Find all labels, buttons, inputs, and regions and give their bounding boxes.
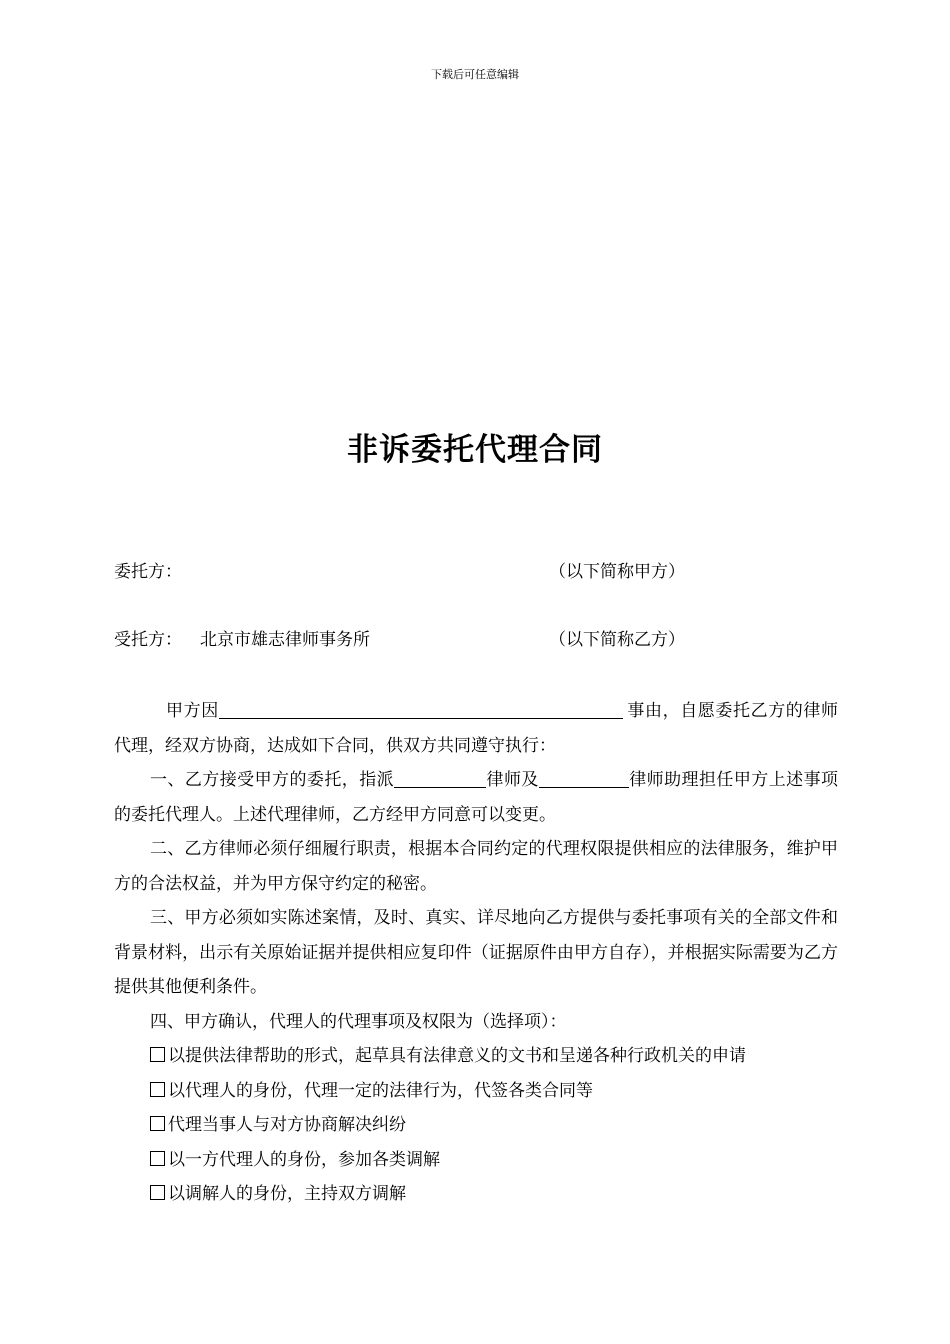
option-label: 以调解人的身份，主持双方调解 xyxy=(168,1184,406,1204)
checkbox-icon[interactable] xyxy=(150,1185,165,1200)
clause-4: 四、甲方确认，代理人的代理事项及权限为（选择项）： xyxy=(150,1011,567,1032)
option-label: 以一方代理人的身份，参加各类调解 xyxy=(168,1149,440,1170)
option-label: 以代理人的身份，代理一定的法律行为，代签各类合同等 xyxy=(168,1080,593,1101)
option-label: 代理当事人与对方协商解决纠纷 xyxy=(168,1115,406,1135)
option-label: 以提供法律帮助的形式，起草具有法律意义的文书和呈递各种行政机关的申请 xyxy=(168,1046,746,1066)
checkbox-icon[interactable] xyxy=(150,1151,165,1166)
option-item xyxy=(114,1039,838,1074)
assistant-blank xyxy=(539,767,629,788)
contract-body xyxy=(114,694,838,1212)
matter-blank xyxy=(219,698,623,719)
clause-2: 二、乙方律师必须仔细履行职责，根据本合同约定的代理权限提供相应的法律服务，维护甲方的合法权益，并为甲方保守约定的秘密。 xyxy=(114,839,838,894)
option-item xyxy=(114,1143,838,1178)
intro-prefix: 甲方因 xyxy=(166,701,219,721)
header-note: 下载后可任意编辑 xyxy=(431,68,519,81)
client-party-row xyxy=(114,560,854,584)
clause-1 xyxy=(114,763,838,832)
agent-party-row xyxy=(114,628,854,652)
checkbox-icon[interactable] xyxy=(150,1082,165,1097)
option-item xyxy=(114,1177,838,1212)
clause-1-part3: 律师助理担任甲方上述事项的委托代理人。上述代理律师，乙方经甲方同意可以变更。 xyxy=(114,770,839,825)
client-alias: （以下简称甲方） xyxy=(549,562,685,582)
agent-alias: （以下简称乙方） xyxy=(549,630,685,650)
agent-label: 受托方： xyxy=(114,630,182,650)
option-item xyxy=(114,1074,838,1109)
clause-3: 三、甲方必须如实陈述案情，及时、真实、详尽地向乙方提供与委托事项有关的全部文件和背景材料，出示有关原始证据并提供相应复印件（证据原件由甲方自存），并根据实际需要为乙方提供其他便利条件。 xyxy=(114,908,838,997)
document-title: 非诉委托代理合同 xyxy=(347,432,603,468)
clause-1-part2: 律师及 xyxy=(486,770,539,790)
checkbox-icon[interactable] xyxy=(150,1047,165,1062)
intro-suffix: 事由，自愿委托乙方的律师代理，经双方协商，达成如下合同，供双方共同遵守执行： xyxy=(114,701,839,756)
agent-name: 北京市雄志律师事务所 xyxy=(200,630,370,650)
lawyer-blank xyxy=(394,767,486,788)
intro-paragraph xyxy=(114,694,838,763)
option-item xyxy=(114,1108,838,1143)
checkbox-icon[interactable] xyxy=(150,1116,165,1131)
client-label: 委托方： xyxy=(114,562,182,582)
clause-1-part1: 一、乙方接受甲方的委托，指派 xyxy=(150,770,395,790)
